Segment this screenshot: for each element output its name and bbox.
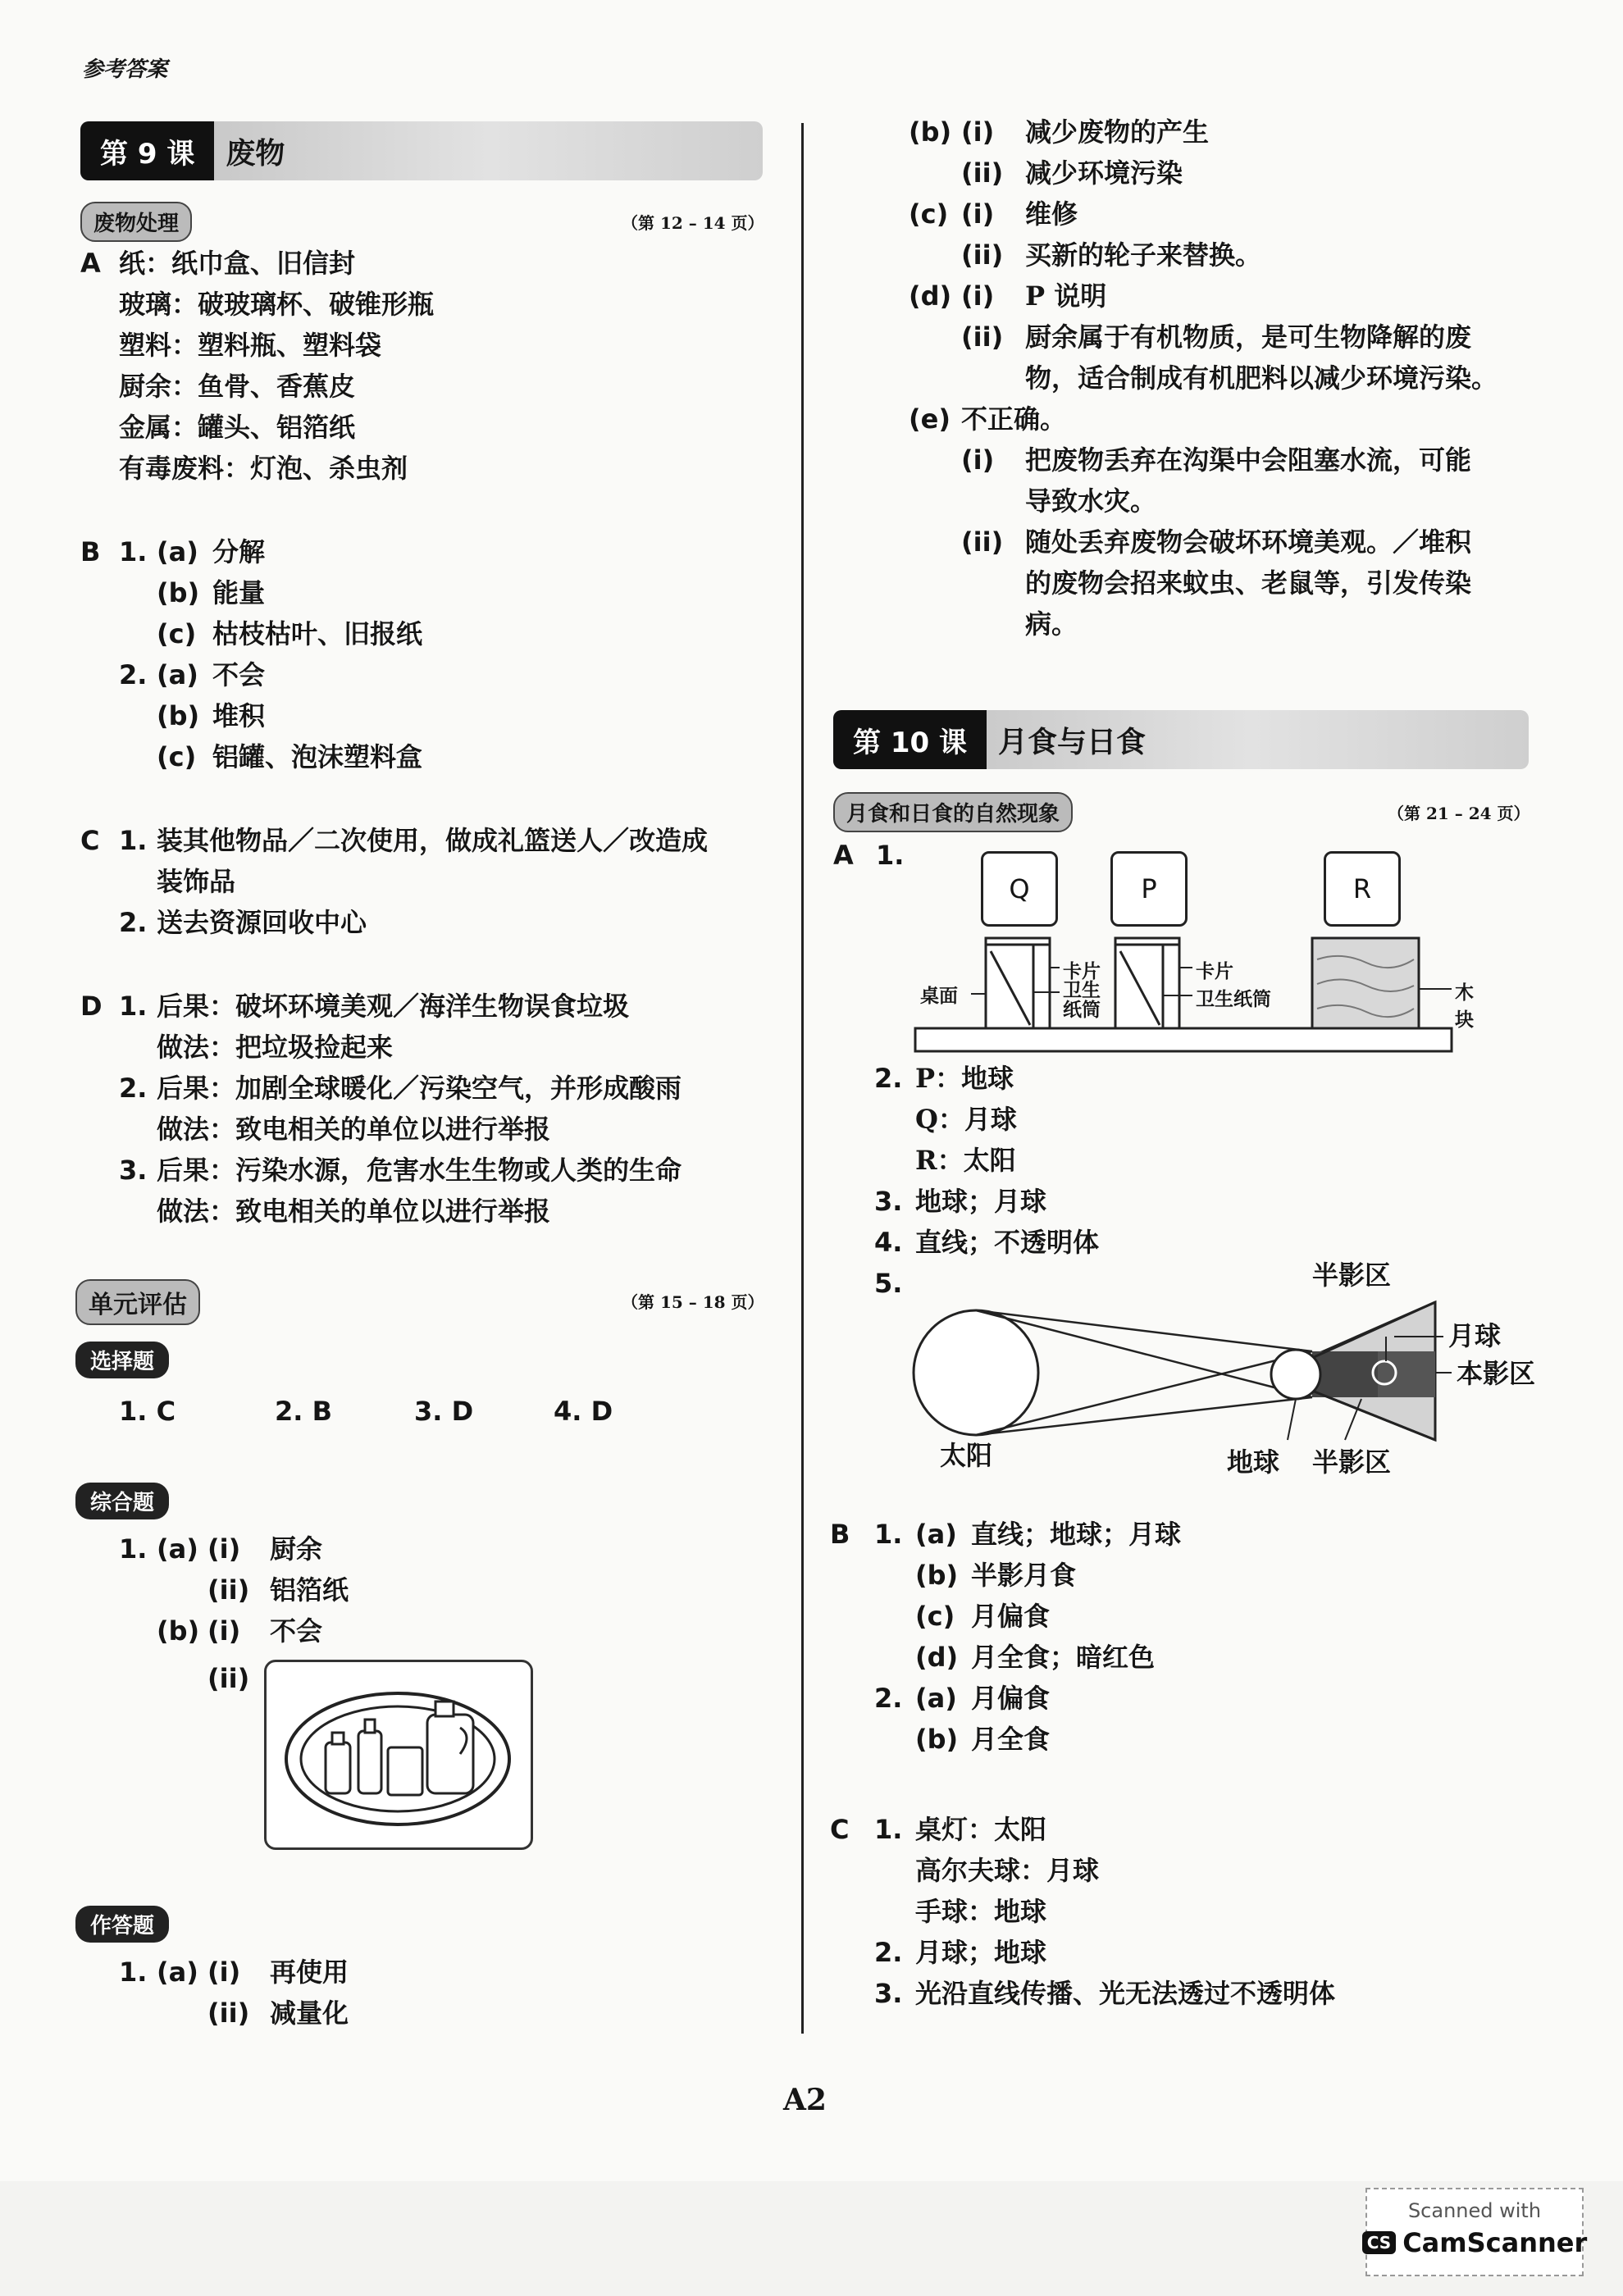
list-item bbox=[874, 1099, 1099, 1140]
camscanner-logo-icon: CS bbox=[1362, 2231, 1396, 2254]
list-item bbox=[874, 1596, 1181, 1637]
list-item bbox=[874, 1850, 1335, 1891]
item-sub: (d) bbox=[915, 1642, 959, 1673]
item-text: 地球；月球 bbox=[915, 1186, 1047, 1217]
item-text: 装其他物品／二次使用，做成礼篮送人／改造成 bbox=[157, 825, 709, 856]
item-text: 分解 bbox=[212, 536, 266, 567]
item-text: R：太阳 bbox=[915, 1145, 1016, 1176]
item-sub: (c) bbox=[915, 1601, 955, 1632]
item-text: 再使用 bbox=[270, 1957, 349, 1988]
bottles-in-bin-icon bbox=[267, 1662, 531, 1847]
label-tube-1: 卫生纸筒 bbox=[1063, 979, 1101, 1021]
right-top-list bbox=[909, 112, 1498, 645]
list-item bbox=[874, 1809, 1335, 1850]
item-sub: (c) bbox=[909, 198, 949, 230]
item-text: 高尔夫球：月球 bbox=[915, 1855, 1100, 1886]
label-penumbra-top: 半影区 bbox=[1312, 1260, 1392, 1291]
item-sub: (b) bbox=[915, 1724, 959, 1755]
lesson-10-banner bbox=[833, 710, 1529, 769]
r-part-c-key: C bbox=[830, 1814, 850, 1845]
item-sub: (b) bbox=[909, 116, 952, 148]
list-item bbox=[119, 1993, 349, 2034]
label-sun: 太阳 bbox=[940, 1440, 993, 1471]
item-text: 导致水灾。 bbox=[1025, 485, 1157, 517]
unit-eval-title: 单元评估 bbox=[75, 1279, 200, 1325]
lesson-9-title: 废物 bbox=[226, 136, 285, 171]
watermark-line1: Scanned with bbox=[1407, 2199, 1542, 2222]
item-text: 直线；地球；月球 bbox=[971, 1519, 1182, 1550]
item-sub: (a) bbox=[157, 659, 198, 690]
r-part-a-q1: 1. bbox=[876, 840, 905, 871]
item-roman: (i) bbox=[207, 1957, 241, 1988]
item-number: 4. bbox=[874, 1227, 903, 1258]
list-item bbox=[119, 902, 708, 943]
item-roman: (i) bbox=[961, 280, 995, 312]
item-text: 买新的轮子来替换。 bbox=[1025, 239, 1262, 271]
list-item bbox=[119, 1191, 682, 1232]
model-diagram-lines bbox=[910, 845, 1476, 1059]
waste-section-title: 废物处理 bbox=[80, 202, 192, 242]
list-item bbox=[119, 1569, 349, 1610]
box-r: R bbox=[1324, 851, 1401, 927]
item-text: 不会 bbox=[270, 1615, 323, 1647]
item-number: 3. bbox=[119, 1155, 148, 1186]
label-earth: 地球 bbox=[1227, 1446, 1280, 1478]
camscanner-watermark bbox=[1365, 2188, 1588, 2276]
list-item bbox=[874, 1891, 1335, 1932]
list-item bbox=[119, 531, 422, 572]
item-sub: (c) bbox=[157, 741, 197, 772]
item-text: 病。 bbox=[1025, 608, 1078, 640]
item-number: 3. bbox=[874, 1186, 903, 1217]
item-roman: (i) bbox=[961, 198, 995, 230]
list-item bbox=[119, 736, 422, 777]
item-text: 光沿直线传播、光无法透过不透明体 bbox=[915, 1978, 1336, 2009]
item-text: 直线；不透明体 bbox=[915, 1227, 1100, 1258]
list-item bbox=[909, 276, 1498, 317]
item-text: 枯枝枯叶、旧报纸 bbox=[212, 618, 423, 649]
item-text: 厨余 bbox=[270, 1533, 323, 1565]
list-item: 纸：纸巾盒、旧信封 bbox=[119, 248, 356, 279]
item-text: 把废物丢弃在沟渠中会阻塞水流，可能 bbox=[1025, 444, 1472, 476]
list-item bbox=[119, 1528, 349, 1569]
list-item bbox=[874, 1222, 1099, 1263]
item-number: 1. bbox=[119, 825, 148, 856]
item-roman: (i) bbox=[961, 116, 995, 148]
part-d-key: D bbox=[80, 991, 103, 1022]
part-a-key: A bbox=[80, 248, 101, 279]
item-text: 月球；地球 bbox=[915, 1937, 1047, 1968]
item-roman: (ii) bbox=[961, 239, 1004, 271]
eclipse-section-pages: （第 21 – 24 页） bbox=[1388, 804, 1530, 823]
mcq-title: 选择题 bbox=[75, 1342, 169, 1378]
mcq-answers bbox=[119, 1391, 613, 1432]
item-text: 装饰品 bbox=[157, 866, 236, 897]
comprehensive-title: 综合题 bbox=[75, 1483, 169, 1519]
list-item bbox=[874, 1140, 1099, 1181]
item-sub: (b) bbox=[157, 1615, 200, 1647]
item-sub: (b) bbox=[157, 577, 200, 608]
label-umbra: 本影区 bbox=[1457, 1358, 1536, 1389]
item-text: 铝罐、泡沫塑料盒 bbox=[212, 741, 423, 772]
eclipse-section-title: 月食和日食的自然现象 bbox=[833, 792, 1073, 832]
item-sub: (a) bbox=[157, 1533, 198, 1565]
list-item bbox=[909, 522, 1498, 563]
item-text: P：地球 bbox=[915, 1063, 1014, 1094]
item-number: 1. bbox=[119, 536, 148, 567]
eclipse-diagram-lines bbox=[902, 1260, 1542, 1481]
item-text: 减少废物的产生 bbox=[1025, 116, 1210, 148]
list-item bbox=[119, 572, 422, 613]
list-item bbox=[119, 1952, 349, 1993]
list-item bbox=[119, 1109, 682, 1150]
page-number: A2 bbox=[783, 2083, 827, 2117]
part-c-list bbox=[119, 820, 708, 943]
written-title: 作答题 bbox=[75, 1906, 169, 1943]
list-item bbox=[119, 820, 708, 861]
item-number: 2. bbox=[874, 1683, 903, 1714]
item-sub: (e) bbox=[909, 403, 951, 435]
item-text: 月全食 bbox=[971, 1724, 1051, 1755]
column-divider bbox=[801, 123, 804, 2034]
list-item bbox=[909, 604, 1498, 645]
list-item bbox=[874, 1637, 1181, 1678]
item-text: 后果：破坏环境美观／海洋生物误食垃圾 bbox=[157, 991, 630, 1022]
lesson-9-banner bbox=[80, 121, 763, 180]
item-text: 后果：污染水源，危害水生生物或人类的生命 bbox=[157, 1155, 682, 1186]
item-text: P 说明 bbox=[1025, 280, 1107, 312]
watermark-brand: CamScanner bbox=[1402, 2227, 1588, 2258]
item-sub: (d) bbox=[909, 280, 952, 312]
label-penumbra-bottom: 半影区 bbox=[1312, 1446, 1392, 1478]
item-number: 2. bbox=[874, 1063, 903, 1094]
item-text: 月偏食 bbox=[971, 1683, 1051, 1714]
item-text: 铝箔纸 bbox=[270, 1574, 349, 1606]
lesson-10-title: 月食与日食 bbox=[998, 725, 1147, 759]
item-text: 不正确。 bbox=[961, 403, 1067, 435]
item-text: 物，适合制成有机肥料以减少环境污染。 bbox=[1025, 362, 1498, 394]
lesson-10-number: 第 10 课 bbox=[833, 710, 987, 769]
label-desk: 桌面 bbox=[920, 985, 958, 1007]
label-tube-2: 卫生纸筒 bbox=[1196, 988, 1271, 1010]
item-roman: (i) bbox=[207, 1615, 241, 1647]
item-number: 3. bbox=[874, 1978, 903, 2009]
item-text: 减少环境污染 bbox=[1025, 157, 1183, 189]
item-number: 2. bbox=[119, 1073, 148, 1104]
list-item bbox=[909, 399, 1498, 440]
list-item: 玻璃：破玻璃杯、破锥形瓶 bbox=[119, 289, 435, 320]
list-item: 金属：罐头、铝箔纸 bbox=[119, 412, 356, 443]
item-text: 不会 bbox=[212, 659, 266, 690]
r-part-a-key: A bbox=[833, 840, 854, 871]
item-text: 维修 bbox=[1025, 198, 1078, 230]
item-sub: (a) bbox=[157, 536, 198, 567]
r-part-b-key: B bbox=[830, 1519, 850, 1550]
item-text: 能量 bbox=[212, 577, 266, 608]
item-text: 随处丢弃废物会破坏环境美观。／堆积 bbox=[1025, 526, 1472, 558]
item-number: 1. bbox=[119, 1533, 148, 1565]
model-diagram bbox=[910, 845, 1476, 1059]
mcq-answer: 3. D bbox=[414, 1396, 474, 1427]
mcq-answer: 1. C bbox=[119, 1396, 176, 1427]
part-d-list bbox=[119, 986, 682, 1232]
label-card-1: 卡片 bbox=[1063, 960, 1101, 982]
list-item bbox=[874, 1973, 1335, 2014]
label-card-2: 卡片 bbox=[1196, 960, 1233, 982]
list-item bbox=[909, 481, 1498, 522]
item-number: 2. bbox=[874, 1937, 903, 1968]
item-number: 1. bbox=[119, 991, 148, 1022]
list-item bbox=[874, 1932, 1335, 1973]
item-sub: (a) bbox=[915, 1519, 957, 1550]
list-item bbox=[909, 563, 1498, 604]
list-item: 有毒废料：灯泡、杀虫剂 bbox=[119, 453, 408, 484]
list-item bbox=[874, 1719, 1181, 1760]
item-text: 的废物会招来蚊虫、老鼠等，引发传染 bbox=[1025, 567, 1472, 599]
box-p: P bbox=[1110, 851, 1188, 927]
list-item bbox=[119, 1150, 682, 1191]
list-item bbox=[119, 1027, 682, 1068]
mcq-answer: 2. B bbox=[275, 1396, 332, 1427]
item-roman: (ii) bbox=[961, 157, 1004, 189]
item-text: 手球：地球 bbox=[915, 1896, 1047, 1927]
list-item bbox=[119, 986, 682, 1027]
lesson-9-number: 第 9 课 bbox=[80, 121, 214, 180]
item-roman: (i) bbox=[961, 444, 995, 476]
item-text: 做法：致电相关的单位以进行举报 bbox=[157, 1196, 551, 1227]
item-roman: (ii) bbox=[207, 1998, 250, 2029]
list-item bbox=[909, 112, 1498, 153]
item-number: 1. bbox=[874, 1814, 903, 1845]
label-block: 木块 bbox=[1455, 982, 1474, 1031]
item-text: 做法：致电相关的单位以进行举报 bbox=[157, 1114, 551, 1145]
box-q: Q bbox=[981, 851, 1058, 927]
list-item: 塑料：塑料瓶、塑料袋 bbox=[119, 330, 382, 361]
item-text: 后果：加剧全球暖化／污染空气，并形成酸雨 bbox=[157, 1073, 682, 1104]
eclipse-diagram bbox=[902, 1260, 1542, 1481]
list-item bbox=[909, 317, 1498, 358]
list-item bbox=[119, 1068, 682, 1109]
list-item: 厨余：鱼骨、香蕉皮 bbox=[119, 371, 356, 402]
waste-section-pages: （第 12 – 14 页） bbox=[622, 213, 764, 233]
written-list bbox=[119, 1952, 349, 2034]
r-part-c-list bbox=[874, 1809, 1335, 2014]
part-c-key: C bbox=[80, 825, 100, 856]
part-a-list bbox=[119, 243, 434, 489]
list-item bbox=[119, 613, 422, 654]
item-roman: (ii) bbox=[207, 1663, 250, 1694]
r-part-b-list bbox=[874, 1514, 1181, 1760]
item-text: 厨余属于有机物质，是可生物降解的废 bbox=[1025, 321, 1472, 353]
item-number: 2. bbox=[119, 659, 148, 690]
list-item bbox=[909, 235, 1498, 276]
item-text: Q：月球 bbox=[915, 1104, 1017, 1135]
list-item bbox=[119, 654, 422, 695]
item-roman: (ii) bbox=[961, 526, 1004, 558]
list-item bbox=[909, 153, 1498, 194]
list-item bbox=[119, 695, 422, 736]
item-sub: (c) bbox=[157, 618, 197, 649]
item-roman: (ii) bbox=[207, 1574, 250, 1606]
item-number: 1. bbox=[119, 1957, 148, 1988]
page-header: 参考答案 bbox=[82, 57, 168, 82]
item-sub: (a) bbox=[157, 1957, 198, 1988]
item-number: 5. bbox=[874, 1268, 903, 1299]
part-b-list bbox=[119, 531, 422, 777]
item-sub: (b) bbox=[915, 1560, 959, 1591]
item-text: 做法：把垃圾捡起来 bbox=[157, 1032, 394, 1063]
list-item bbox=[119, 1610, 349, 1651]
item-text: 减量化 bbox=[270, 1998, 349, 2029]
list-item bbox=[909, 440, 1498, 481]
unit-eval-pages: （第 15 – 18 页） bbox=[622, 1292, 764, 1312]
recycle-container-illustration bbox=[264, 1660, 533, 1850]
item-number: 2. bbox=[119, 907, 148, 938]
list-item bbox=[874, 1555, 1181, 1596]
list-item bbox=[874, 1181, 1099, 1222]
item-text: 月全食；暗红色 bbox=[971, 1642, 1156, 1673]
list-item bbox=[909, 358, 1498, 399]
list-item bbox=[874, 1058, 1099, 1099]
item-sub: (a) bbox=[915, 1683, 957, 1714]
item-roman: (i) bbox=[207, 1533, 241, 1565]
item-sub: (b) bbox=[157, 700, 200, 731]
item-text: 半影月食 bbox=[971, 1560, 1077, 1591]
part-b-key: B bbox=[80, 536, 101, 567]
item-text: 堆积 bbox=[212, 700, 266, 731]
label-moon: 月球 bbox=[1448, 1320, 1502, 1351]
mcq-answer: 4. D bbox=[554, 1396, 613, 1427]
item-text: 送去资源回收中心 bbox=[157, 907, 367, 938]
list-item bbox=[874, 1678, 1181, 1719]
item-text: 桌灯：太阳 bbox=[915, 1814, 1047, 1845]
item-text: 月偏食 bbox=[971, 1601, 1051, 1632]
list-item bbox=[119, 861, 708, 902]
item-roman: (ii) bbox=[961, 321, 1004, 353]
item-number: 1. bbox=[874, 1519, 903, 1550]
list-item bbox=[909, 194, 1498, 235]
list-item bbox=[874, 1514, 1181, 1555]
